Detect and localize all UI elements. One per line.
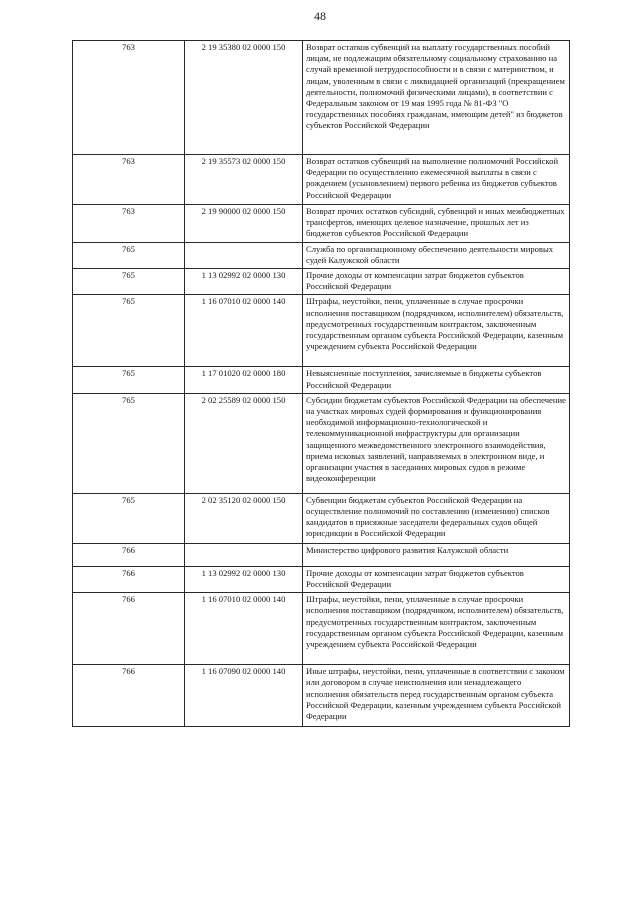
admin-code-cell: 765 bbox=[73, 367, 185, 393]
revenue-description-cell: Министерство цифрового развития Калужской области bbox=[303, 543, 570, 566]
admin-code-cell: 763 bbox=[73, 41, 185, 155]
revenue-code-cell: 1 17 01020 02 0000 180 bbox=[185, 367, 303, 393]
revenue-code-cell: 1 16 07090 02 0000 140 bbox=[185, 665, 303, 727]
admin-code-cell: 765 bbox=[73, 295, 185, 367]
revenue-description-cell: Прочие доходы от компенсации затрат бюджетов субъектов Российской Федерации bbox=[303, 269, 570, 295]
revenue-code-cell bbox=[185, 242, 303, 268]
revenue-description-cell: Прочие доходы от компенсации затрат бюджетов субъектов Российской Федерации bbox=[303, 566, 570, 592]
revenue-description-cell: Субсидии бюджетам субъектов Российской Федерации на обеспечение на участках мировых судей формирования и функционирования необходимой информационно-технологической и телекоммуникационной инфраструктуры для организации защищенного межведомственного электронного взаимодействия, приема исковых заявлений, направляемых в электронном виде, и организации участия в заседаниях мировых судов в режиме видеоконференции bbox=[303, 393, 570, 493]
revenue-description-cell: Возврат остатков субвенций на выполнение полномочий Российской Федерации по осуществлению ежемесячной выплаты в связи с рождением (усыновлением) первого ребенка из бюджетов субъектов Российской Федерации bbox=[303, 155, 570, 205]
revenue-code-cell: 2 02 35120 02 0000 150 bbox=[185, 493, 303, 543]
revenue-codes-table bbox=[72, 40, 570, 727]
revenue-code-cell: 2 02 25589 02 0000 150 bbox=[185, 393, 303, 493]
admin-code-cell: 766 bbox=[73, 593, 185, 665]
admin-code-cell: 765 bbox=[73, 393, 185, 493]
table-row bbox=[73, 269, 570, 295]
revenue-code-cell: 1 13 02992 02 0000 130 bbox=[185, 269, 303, 295]
table-row bbox=[73, 566, 570, 592]
admin-code-cell: 766 bbox=[73, 543, 185, 566]
table-row bbox=[73, 367, 570, 393]
table-row bbox=[73, 205, 570, 243]
revenue-description-cell: Субвенции бюджетам субъектов Российской Федерации на осуществление полномочий по составлению (изменению) списков кандидатов в присяжные заседатели федеральных судов общей юрисдикции в Российской Федерации bbox=[303, 493, 570, 543]
revenue-code-cell: 1 16 07010 02 0000 140 bbox=[185, 593, 303, 665]
revenue-code-cell: 2 19 35380 02 0000 150 bbox=[185, 41, 303, 155]
revenue-code-cell: 1 16 07010 02 0000 140 bbox=[185, 295, 303, 367]
table-row bbox=[73, 593, 570, 665]
admin-code-cell: 765 bbox=[73, 269, 185, 295]
table-row bbox=[73, 155, 570, 205]
table-row bbox=[73, 543, 570, 566]
table-row bbox=[73, 242, 570, 268]
revenue-description-cell: Служба по организационному обеспечению деятельности мировых судей Калужской области bbox=[303, 242, 570, 268]
admin-code-cell: 766 bbox=[73, 665, 185, 727]
admin-code-cell: 766 bbox=[73, 566, 185, 592]
table-row bbox=[73, 665, 570, 727]
table-row bbox=[73, 393, 570, 493]
admin-code-cell: 765 bbox=[73, 493, 185, 543]
revenue-description-cell: Иные штрафы, неустойки, пени, уплаченные в соответствии с законом или договором в случае неисполнения или ненадлежащего исполнения обязательств перед государственным органом субъекта Российской Федерации, казенным учреждением субъекта Российской Федерации bbox=[303, 665, 570, 727]
table-row bbox=[73, 493, 570, 543]
revenue-code-cell bbox=[185, 543, 303, 566]
page-number: 48 bbox=[314, 9, 326, 23]
admin-code-cell: 763 bbox=[73, 205, 185, 243]
revenue-code-cell: 1 13 02992 02 0000 130 bbox=[185, 566, 303, 592]
revenue-description-cell: Возврат остатков субвенций на выплату государственных пособий лицам, не подлежащим обязательному социальному страхованию на случай временной нетрудоспособности и в связи с материнством, и лицам, уволенным в связи с ликвидацией организаций (прекращением деятельности, полномочий физическими лицами), в соответствии с Федеральным законом от 19 мая 1995 года № 81-ФЗ "О государственных пособиях гражданам, имеющим детей" из бюджетов субъектов Российской Федерации bbox=[303, 41, 570, 155]
revenue-description-cell: Невыясненные поступления, зачисляемые в бюджеты субъектов Российской Федерации bbox=[303, 367, 570, 393]
revenue-code-cell: 2 19 90000 02 0000 150 bbox=[185, 205, 303, 243]
admin-code-cell: 765 bbox=[73, 242, 185, 268]
table-row bbox=[73, 295, 570, 367]
admin-code-cell: 763 bbox=[73, 155, 185, 205]
revenue-description-cell: Штрафы, неустойки, пени, уплаченные в случае просрочки исполнения поставщиком (подрядчиком, исполнителем) обязательств, предусмотренных государственным контрактом, заключенным государственным органом субъекта Российской Федерации, казенным учреждением субъекта Российской Федерации bbox=[303, 295, 570, 367]
table-row bbox=[73, 41, 570, 155]
revenue-description-cell: Возврат прочих остатков субсидий, субвенций и иных межбюджетных трансфертов, имеющих целевое назначение, прошлых лет из бюджетов субъектов Российской Федерации bbox=[303, 205, 570, 243]
revenue-code-cell: 2 19 35573 02 0000 150 bbox=[185, 155, 303, 205]
revenue-description-cell: Штрафы, неустойки, пени, уплаченные в случае просрочки исполнения поставщиком (подрядчиком, исполнителем) обязательств, предусмотренных государственным контрактом, заключенным государственным органом субъекта Российской Федерации, казенным учреждением субъекта Российской Федерации bbox=[303, 593, 570, 665]
